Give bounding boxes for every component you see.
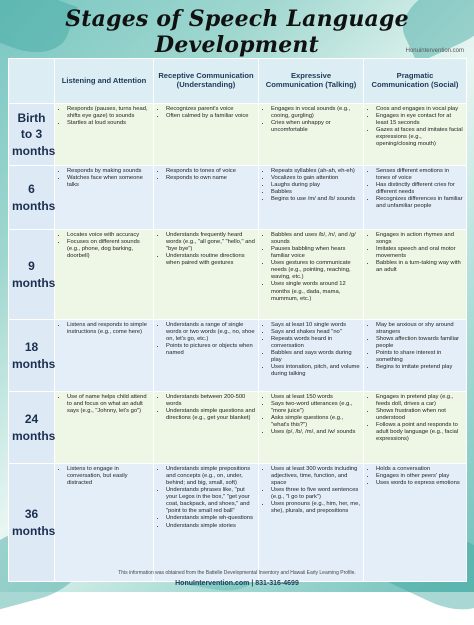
source-note: This information was obtained from the Battelle Developmental Inventory and Hawaii Early Learning Profile. — [118, 570, 356, 576]
expressive-cell — [259, 230, 364, 320]
header-row — [9, 59, 467, 104]
age-label: 18 months — [9, 320, 55, 392]
expressive-cell — [259, 166, 364, 230]
pragmatic-cell — [364, 392, 467, 464]
milestone-item: • Babbles — [271, 189, 360, 196]
milestone-item: • Uses single words around 12 months (e.g., dada, mama, mummum, etc.) — [271, 281, 360, 302]
milestone-list — [58, 394, 150, 415]
milestone-item: • Pauses babbling when hears familiar voice — [271, 246, 360, 260]
milestone-list — [58, 232, 150, 260]
milestone-item: • Says at least 10 single words — [271, 322, 360, 329]
milestone-item: • Babbles and says words during play — [271, 350, 360, 364]
milestone-list — [157, 232, 255, 267]
header-listening: Listening and Attention — [55, 59, 154, 104]
milestone-item: • Uses gestures to communicate needs (e.g., pointing, reaching, waving, etc.) — [271, 260, 360, 281]
milestone-item: • Responds to tones of voice — [166, 168, 255, 175]
milestone-item: • Startles at loud sounds — [67, 120, 150, 127]
milestone-list — [157, 168, 255, 182]
expressive-cell — [259, 320, 364, 392]
header-age — [9, 59, 55, 104]
expressive-cell — [259, 104, 364, 166]
header-pragmatic: Pragmatic Communication (Social) — [364, 59, 467, 104]
milestone-item: • Understands between 200-500 words — [166, 394, 255, 408]
milestone-item: • Vocalizes to gain attention — [271, 175, 360, 182]
milestone-item: • Understands simple wh-questions — [166, 515, 255, 522]
milestone-item: • Often calmed by a familiar voice — [166, 113, 255, 120]
milestone-item: • Cries when unhappy or uncomfortable — [271, 120, 360, 134]
milestone-list — [58, 106, 150, 127]
age-label: 9 months — [9, 230, 55, 320]
milestone-list — [262, 168, 360, 203]
milestone-list — [367, 168, 463, 210]
milestone-item: • Uses pronouns (e.g., him, her, me, she), plurals, and prepositions — [271, 501, 360, 515]
milestone-item: • Understands simple questions and directions (e.g., get your blanket) — [166, 408, 255, 422]
milestone-list — [262, 106, 360, 134]
milestone-item: • Engages in vocal sounds (e.g., cooing, gurgling) — [271, 106, 360, 120]
header-expressive: Expressive Communication (Talking) — [259, 59, 364, 104]
milestone-item: • Understands simple stories — [166, 523, 255, 530]
milestone-item: • Senses different emotions in tones of voice — [376, 168, 463, 182]
milestone-item: • Babbles and uses /b/, /n/, and /g/ sounds — [271, 232, 360, 246]
receptive-cell — [154, 320, 259, 392]
milestone-item: • Begins to imitate pretend play — [376, 364, 463, 371]
table-row — [9, 230, 467, 320]
table-row — [9, 104, 467, 166]
milestone-list — [58, 168, 150, 189]
milestone-item: • Says and shakes head "no" — [271, 329, 360, 336]
milestone-list — [367, 106, 463, 148]
listening-cell — [55, 392, 154, 464]
table-body — [9, 104, 467, 582]
milestone-item: • Responds by making sounds — [67, 168, 150, 175]
listening-cell — [55, 230, 154, 320]
milestone-item: • Listens and responds to simple instructions (e.g., come here) — [67, 322, 150, 336]
milestone-list — [58, 322, 150, 336]
milestone-list — [157, 322, 255, 357]
milestone-item: • Coos and engages in vocal play — [376, 106, 463, 113]
milestone-item: • Recognizes parent's voice — [166, 106, 255, 113]
milestone-item: • Focuses on different sounds (e.g., phone, dog barking, doorbell) — [67, 239, 150, 260]
development-table — [8, 58, 467, 582]
pragmatic-cell — [364, 464, 467, 582]
milestone-item: • Uses /p/, /b/, /m/, and /w/ sounds — [271, 429, 360, 436]
milestone-item: • Holds a conversation — [376, 466, 463, 473]
milestone-item: • Gazes at faces and imitates facial expressions (e.g., opening/closing mouth) — [376, 127, 463, 148]
milestone-item: • Responds to own name — [166, 175, 255, 182]
milestone-item: • Locates voice with accuracy — [67, 232, 150, 239]
milestone-item: • Uses at least 150 words — [271, 394, 360, 401]
milestone-item: • Laughs during play — [271, 182, 360, 189]
receptive-cell — [154, 464, 259, 582]
milestone-item: • Engages in other peers' play — [376, 473, 463, 480]
receptive-cell — [154, 230, 259, 320]
milestone-list — [367, 232, 463, 274]
milestone-list — [58, 466, 150, 487]
age-label: Birth to 3 months — [9, 104, 55, 166]
milestone-item: • Has distinctly different cries for different needs — [376, 182, 463, 196]
listening-cell — [55, 104, 154, 166]
receptive-cell — [154, 166, 259, 230]
milestone-item: • Responds (pauses, turns head, shifts eye gaze) to sounds — [67, 106, 150, 120]
milestone-item: • Imitates speech and oral motor movements — [376, 246, 463, 260]
table-row — [9, 320, 467, 392]
page-title: Stages of Speech Language Development — [65, 6, 409, 58]
receptive-cell — [154, 104, 259, 166]
milestone-list — [262, 322, 360, 379]
listening-cell — [55, 464, 154, 582]
milestone-item: • Listens to engage in conversation, but easily distracted — [67, 466, 150, 487]
milestone-item: • Engages in eye contact for at least 15 seconds — [376, 113, 463, 127]
milestone-list — [262, 466, 360, 515]
milestone-item: • Uses intonation, pitch, and volume during talking — [271, 364, 360, 378]
table-row — [9, 166, 467, 230]
milestone-list — [157, 394, 255, 422]
milestone-item: • Engages in pretend play (e.g., feeds doll, drives a car) — [376, 394, 463, 408]
milestone-item: • Shows affection towards familiar people — [376, 336, 463, 350]
milestone-item: • Uses three to five word sentences (e.g., "I go to park") — [271, 487, 360, 501]
milestone-item: • Repeats words heard in conversation — [271, 336, 360, 350]
milestone-item: • Says two-word utterances (e.g., "more juice") — [271, 401, 360, 415]
milestone-list — [367, 466, 463, 487]
contact-info: HonuIntervention.com | 831-316-4699 — [175, 580, 299, 587]
milestone-item: • Repeats syllables (ah-ah, eh-eh) — [271, 168, 360, 175]
table-row — [9, 392, 467, 464]
listening-cell — [55, 320, 154, 392]
milestone-list — [367, 322, 463, 371]
milestone-item: • Engages in action rhymes and songs — [376, 232, 463, 246]
milestone-item: • Uses at least 300 words including adjectives, time, function, and space — [271, 466, 360, 487]
pragmatic-cell — [364, 166, 467, 230]
milestone-item: • Follows a point and responds to adult body language (e.g., facial expressions) — [376, 422, 463, 443]
milestone-list — [367, 394, 463, 443]
milestone-item: • Understands frequently heard words (e.g., "all gone," "hello," and "bye bye") — [166, 232, 255, 253]
table-row — [9, 464, 467, 582]
pragmatic-cell — [364, 230, 467, 320]
age-label: 36 months — [9, 464, 55, 582]
milestone-item: • Recognizes differences in familiar and unfamiliar people — [376, 196, 463, 210]
milestone-item: • Understands routine directions when paired with gestures — [166, 253, 255, 267]
receptive-cell — [154, 392, 259, 464]
milestone-list — [262, 394, 360, 436]
milestone-item: • May be anxious or shy around strangers — [376, 322, 463, 336]
milestone-item: • Begins to use /m/ and /b/ sounds — [271, 196, 360, 203]
milestone-item: • Understands simple prepositions and concepts (e.g., on, under, behind; and big, small, soft) — [166, 466, 255, 487]
milestone-item: • Babbles in a turn-taking way with an adult — [376, 260, 463, 274]
listening-cell — [55, 166, 154, 230]
milestone-item: • Points to pictures or objects when named — [166, 343, 255, 357]
site-url: Honuintervention.com — [405, 48, 464, 54]
expressive-cell — [259, 392, 364, 464]
milestone-item: • Points to share interest in something — [376, 350, 463, 364]
header-receptive: Receptive Communication (Understanding) — [154, 59, 259, 104]
milestone-item: • Use of name helps child attend to and focus on what an adult says (e.g., "Johnny, let's go") — [67, 394, 150, 415]
milestone-item: • Asks simple questions (e.g., "what's this?") — [271, 415, 360, 429]
milestone-list — [262, 232, 360, 303]
pragmatic-cell — [364, 320, 467, 392]
milestone-item: • Understands phrases like, "put your Legos in the box," "get your coat, backpack, and shoes," and "point to the small red ball" — [166, 487, 255, 515]
milestone-item: • Shows frustration when not understood — [376, 408, 463, 422]
age-label: 6 months — [9, 166, 55, 230]
age-label: 24 months — [9, 392, 55, 464]
pragmatic-cell — [364, 104, 467, 166]
milestone-item: • Uses words to express emotions — [376, 480, 463, 487]
milestone-item: • Watches face when someone talks — [67, 175, 150, 189]
milestone-list — [157, 106, 255, 120]
expressive-cell — [259, 464, 364, 582]
milestone-list — [157, 466, 255, 530]
milestone-item: • Understands a range of single words or two words (e.g., no, shoe on, let's go, etc.) — [166, 322, 255, 343]
